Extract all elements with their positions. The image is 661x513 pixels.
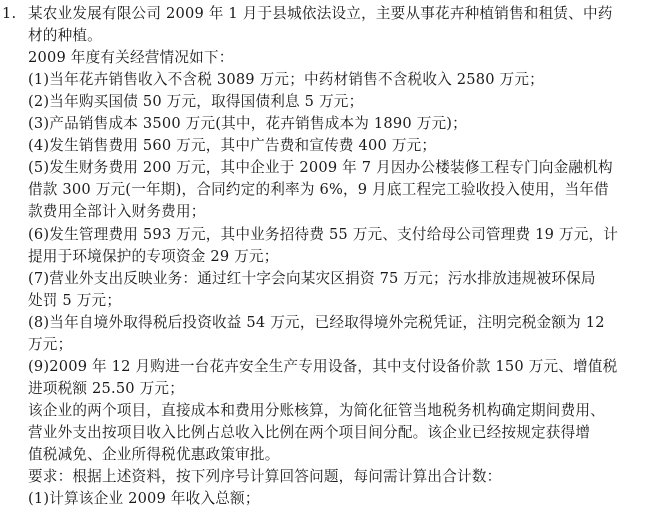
text-line: (2)当年购买国债 50 万元，取得国债利息 5 万元； [28,93,364,110]
text-line: (9)2009 年 12 月购进一台花卉安全生产专用设备，其中支付设备价款 150 万元、增值税 [28,358,618,375]
text-line: 款费用全部计入财务费用； [28,203,206,220]
text-line: (5)发生财务费用 200 万元，其中企业于 2009 年 7 月因办公楼装修工程专门向金融机构 [28,159,613,176]
text-line: 营业外支出按项目收入比例占总收入比例在两个项目间分配。该企业已经按规定获得增 [28,424,591,441]
text-line: 借款 300 万元(一年期)，合同约定的利率为 6%，9 月底工程完工验收投入使用，当年借 [28,181,609,198]
text-line: (6)发生管理费用 593 万元，其中业务招待费 55 万元、支付给母公司管理费 19 万元，计 [28,226,619,243]
text-line: 2009 年度有关经营情况如下： [28,49,234,66]
text-line: (4)发生销售费用 560 万元，其中广告费和宣传费 400 万元； [28,137,437,154]
text-line: (7)营业外支出反映业务：通过红十字会向某灾区捐资 75 万元；污水排放违规被环保局 [28,270,596,287]
text-line: 处罚 5 万元； [28,292,122,309]
text-line: 某农业发展有限公司 2009 年 1 月于县城依法设立，主要从事花卉种植销售和租赁、中药 [28,5,613,22]
text-line: 提用于环境保护的专项资金 29 万元； [28,248,279,265]
question-number: 1. [2,5,17,22]
text-line: (1)当年花卉销售收入不含税 3089 万元；中药材销售不含税收入 2580 万元； [28,71,544,88]
text-line: 要求：根据上述资料，按下列序号计算回答问题，每问需计算出合计数： [28,468,502,485]
text-line: (8)当年自境外取得税后投资收益 54 万元，已经取得境外完税凭证，注明完税金额为 12 [28,314,605,331]
text-line: 值税减免、企业所得税优惠政策审批。 [28,446,280,463]
text-line: 进项税额 25.50 万元； [28,380,185,397]
text-line: (1)计算该企业 2009 年收入总额； [28,490,260,507]
text-line: 材的种植。 [28,27,102,44]
text-line: 万元； [28,336,73,353]
text-line: 该企业的两个项目，直接成本和费用分账核算，为简化征管当地税务机构确定期间费用、 [28,402,605,419]
text-line: (3)产品销售成本 3500 万元(其中，花卉销售成本为 1890 万元)； [28,115,467,132]
